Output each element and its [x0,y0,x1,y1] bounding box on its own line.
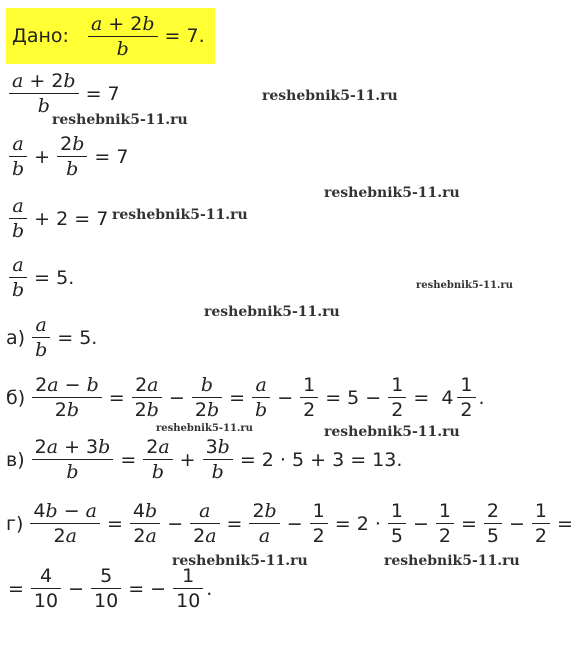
answer-b: б) $\frac{2a - b}{2b}$ = $\frac{2a}{2b}$ − $\frac{b}{2b}$ = $\frac{a}{b}$ − $\frac{1}{2}$ = 5 − $\frac{1}{2}$ = 4 $\frac{1}{2}$ . [6,374,485,421]
watermark: reshebnik5-11.ru [156,423,253,434]
watermark: reshebnik5-11.ru [204,304,340,320]
step-2: $\frac{a}{b}$ + $\frac{2b}{b}$ = 7 [6,133,132,180]
answer-v: в) $\frac{2a + 3b}{b}$ = $\frac{2a}{b}$ + $\frac{3b}{b}$ = 2 · 5 + 3 = 13. [6,436,403,483]
watermark: reshebnik5-11.ru [416,280,513,291]
watermark: reshebnik5-11.ru [172,553,308,569]
given-statement: Дано: $\frac{a + 2b}{b}$ = 7. [6,8,215,64]
answer-g-continued: = $\frac{4}{10}$ − $\frac{5}{10}$ = − $\frac{1}{10}$ . [8,565,213,612]
step-1: $\frac{a + 2b}{b}$ = 7 [6,70,124,117]
label-g: г) [6,512,24,535]
label-v: в) [6,448,25,471]
watermark: reshebnik5-11.ru [112,207,248,223]
watermark: reshebnik5-11.ru [324,185,460,201]
step-4: $\frac{a}{b}$ = 5. [6,254,78,301]
watermark: reshebnik5-11.ru [324,424,460,440]
watermark: reshebnik5-11.ru [52,112,188,128]
label-b: б) [6,386,26,409]
answer-a: а) $\frac{a}{b}$ = 5. [6,314,98,361]
step-3: $\frac{a}{b}$ + 2 = 7 [6,195,112,242]
given-fraction: $\frac{a + 2b}{b}$ [88,13,158,60]
answer-g: г) $\frac{4b - a}{2a}$ = $\frac{4b}{2a}$ − $\frac{a}{2a}$ = $\frac{2b}{a}$ − $\frac{1}{2}$ = 2 · $\frac{1}{5}$ − $\frac{1}{2}$ = $\frac{2}{5}$ − $\frac{1}{2}$ = [6,500,573,547]
watermark: reshebnik5-11.ru [384,553,520,569]
watermark: reshebnik5-11.ru [262,88,398,104]
label-a: а) [6,326,26,349]
given-label: Дано: [12,25,69,47]
